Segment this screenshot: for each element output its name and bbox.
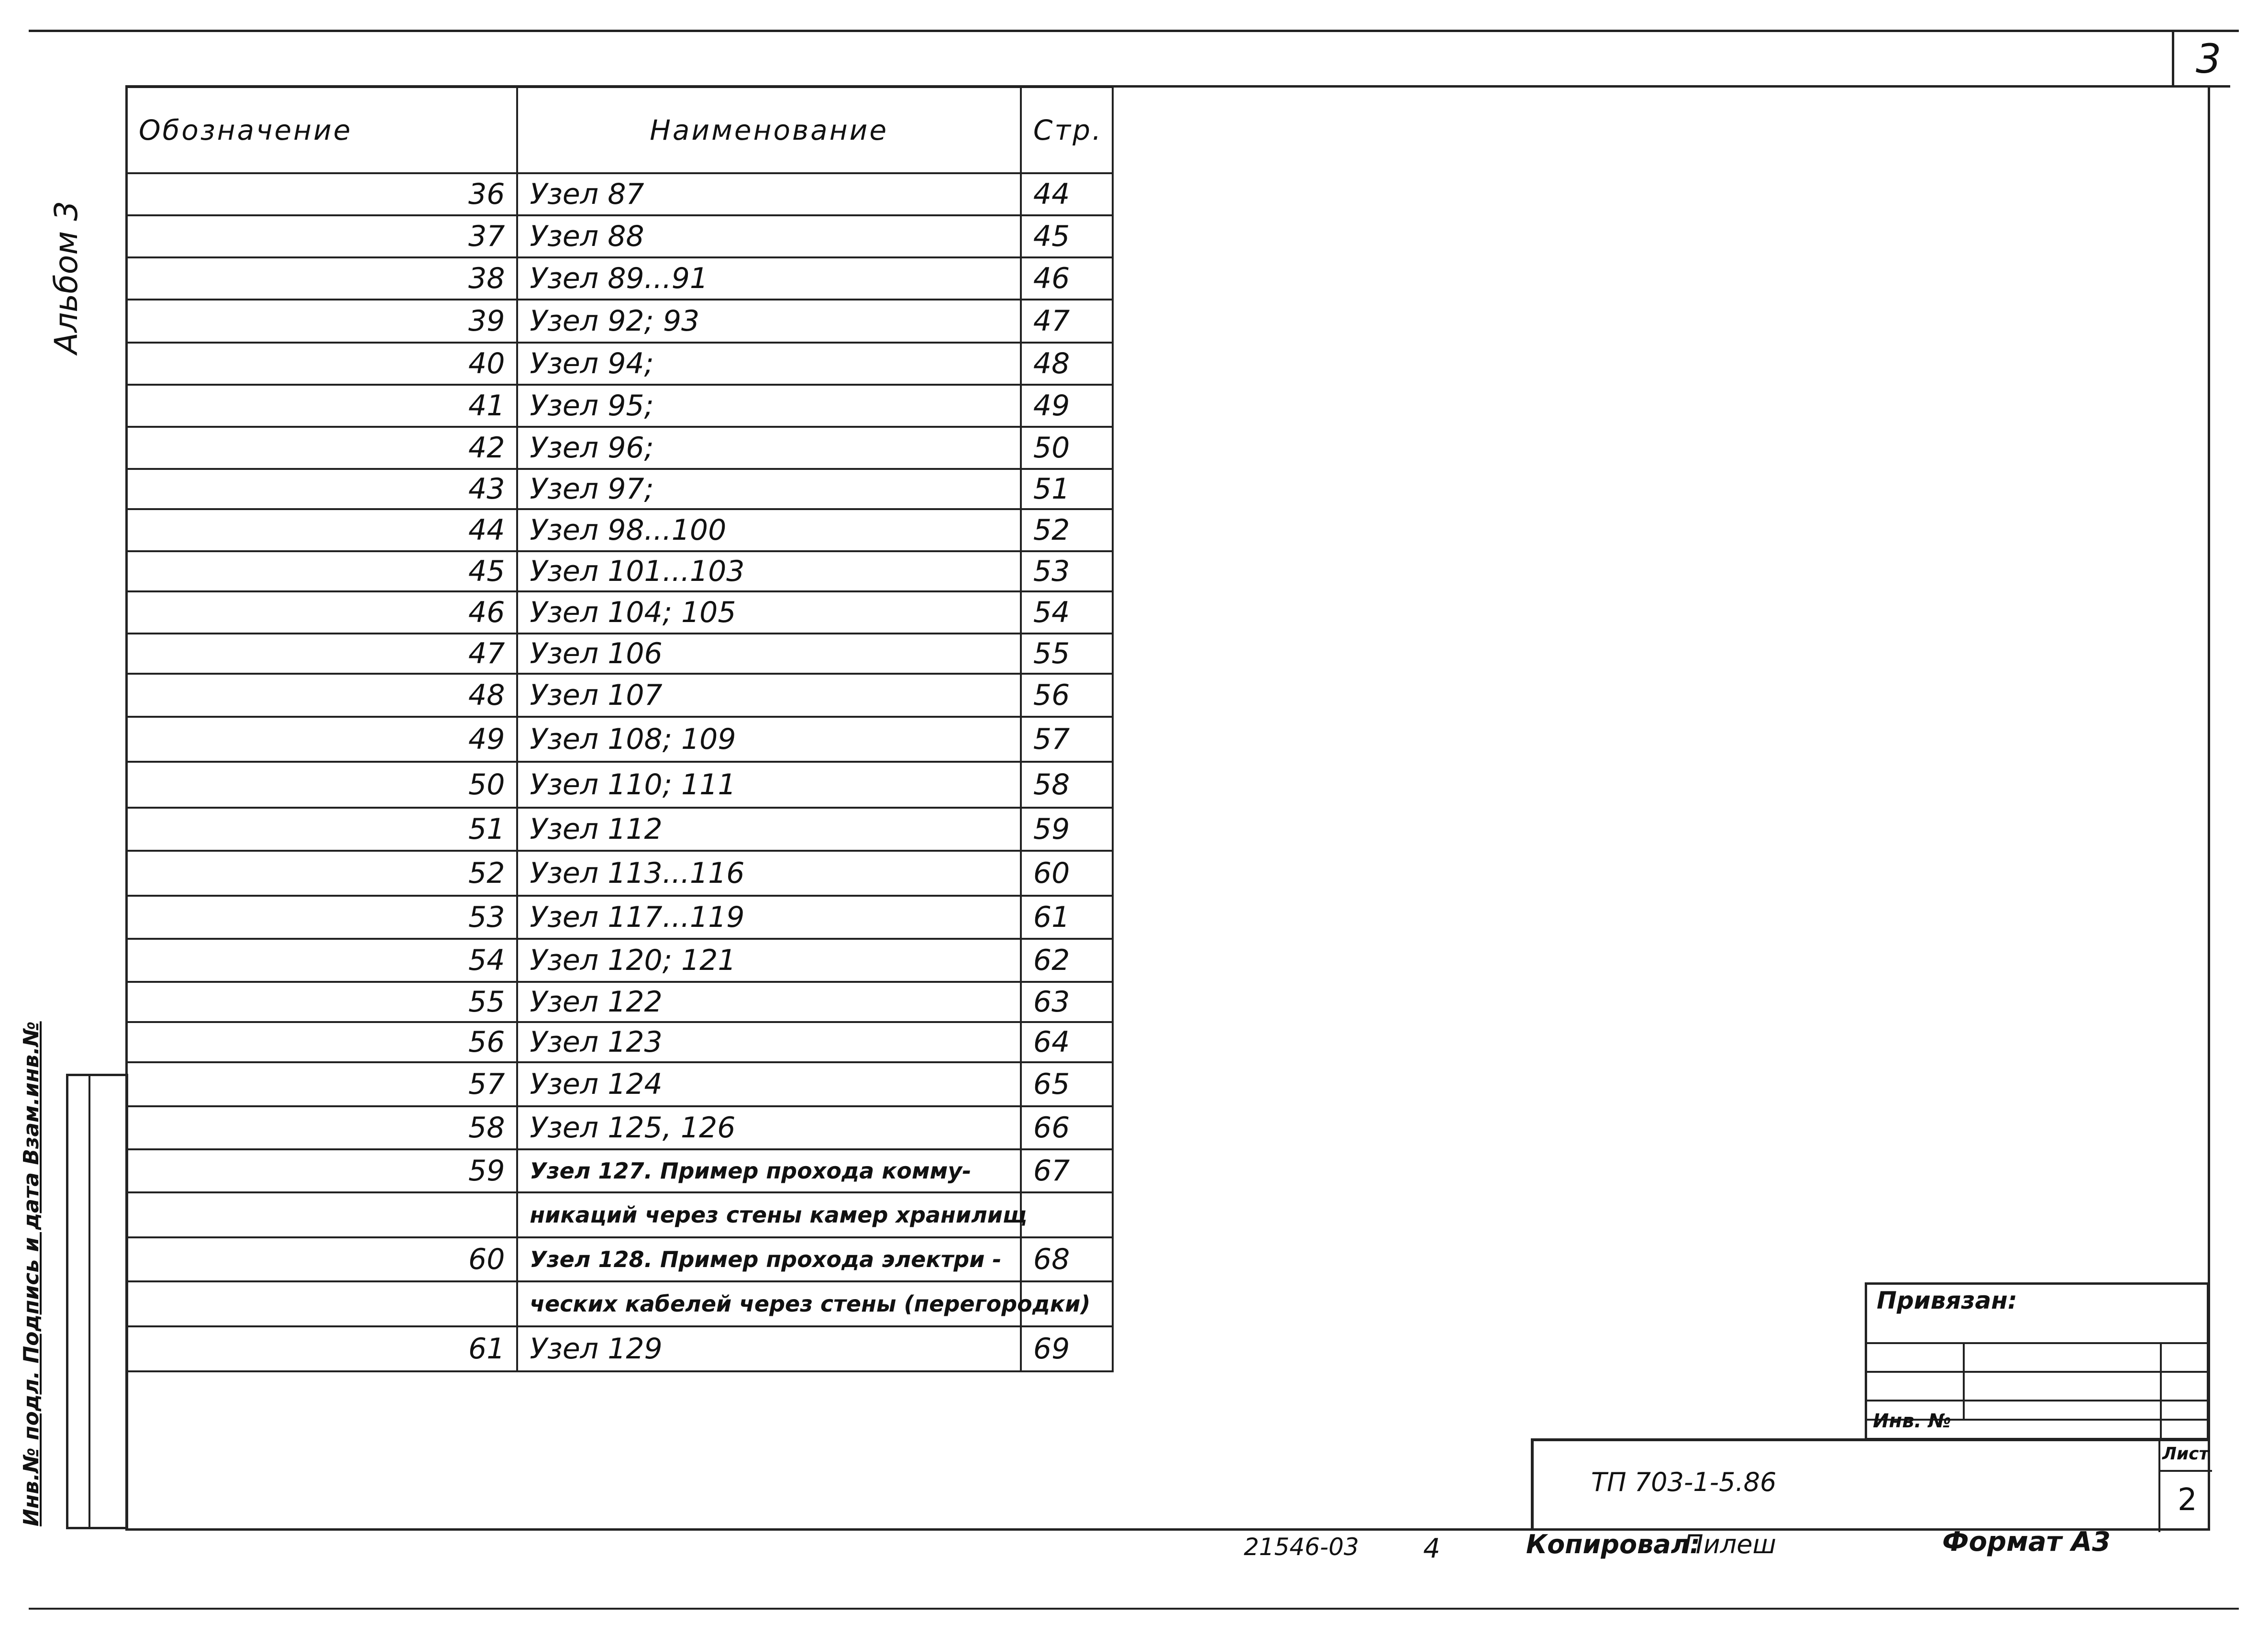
cell-name: Узел 128. Пример прохода электри - [517, 1237, 1021, 1281]
table-row [126, 1192, 1113, 1237]
sheet-corner-number: 3 [2196, 35, 2222, 82]
table-row [126, 1062, 1113, 1106]
table-row [126, 851, 1113, 896]
table-row [126, 173, 1113, 215]
cell-code: 48 [126, 674, 517, 717]
cell-name: Узел 107 [517, 674, 1021, 717]
cell-name: Узел 106 [517, 634, 1021, 674]
cell-page: 65 [1021, 1062, 1113, 1106]
table-header-row [126, 87, 1113, 173]
sheet-cell-mid-line [2158, 1470, 2212, 1472]
table-row [126, 1237, 1113, 1281]
cell-page: 46 [1021, 257, 1113, 300]
cell-name: Узел 94; [517, 343, 1021, 385]
cell-code: 51 [126, 808, 517, 851]
cell-name: Узел 129 [517, 1326, 1021, 1371]
privyazan-line-1 [1867, 1342, 2209, 1344]
cell-page [1021, 1192, 1113, 1237]
order-number: 21546-03 [1244, 1533, 1359, 1561]
cell-page: 51 [1021, 469, 1113, 509]
copied-by-label: Копировал: [1526, 1529, 1700, 1559]
cell-name: Узел 96; [517, 427, 1021, 469]
cell-name: Узел 120; 121 [517, 939, 1021, 982]
cell-name: Узел 127. Пример прохода комму- [517, 1149, 1021, 1192]
table-row [126, 939, 1113, 982]
cell-code: 47 [126, 634, 517, 674]
copied-by-signature: Пилеш [1684, 1529, 1776, 1559]
table-row [126, 674, 1113, 717]
table-row [126, 469, 1113, 509]
table-row [126, 634, 1113, 674]
privyazan-vline-2 [2160, 1342, 2162, 1440]
cell-code: 43 [126, 469, 517, 509]
cell-name: Узел 108; 109 [517, 717, 1021, 762]
cell-name: ческих кабелей через стены (перегородки) [517, 1281, 1021, 1326]
cell-name: Узел 104; 105 [517, 591, 1021, 634]
inv-label: Инв. № [1873, 1410, 1951, 1432]
cell-code: 38 [126, 257, 517, 300]
cell-name: Узел 92; 93 [517, 300, 1021, 343]
cell-name: Узел 112 [517, 808, 1021, 851]
cell-page: 68 [1021, 1237, 1113, 1281]
table-body [126, 173, 1113, 1371]
table-row [126, 1106, 1113, 1149]
document-designation: ТП 703-1-5.86 [1591, 1467, 1777, 1497]
table-row [126, 762, 1113, 808]
privyazan-vline-1 [1963, 1342, 1965, 1419]
cell-name: Узел 122 [517, 982, 1021, 1022]
cell-code: 45 [126, 551, 517, 591]
cell-page: 67 [1021, 1149, 1113, 1192]
left-stamp-box [66, 1074, 128, 1529]
cell-name: Узел 117...119 [517, 896, 1021, 939]
cell-code [126, 1281, 517, 1326]
table-row [126, 896, 1113, 939]
cell-name: Узел 123 [517, 1022, 1021, 1062]
cell-name: Узел 89...91 [517, 257, 1021, 300]
corner-box-left-line [2172, 30, 2174, 86]
cell-name: Узел 98...100 [517, 509, 1021, 551]
cell-page: 48 [1021, 343, 1113, 385]
table-row [126, 215, 1113, 257]
cell-page: 54 [1021, 591, 1113, 634]
top-border-line [29, 30, 2239, 32]
format-label: Формат А3 [1942, 1526, 2111, 1557]
cell-page: 49 [1021, 385, 1113, 427]
cell-code: 41 [126, 385, 517, 427]
cell-name: никаций через стены камер хранилищ [517, 1192, 1021, 1237]
cell-code: 52 [126, 851, 517, 896]
cell-code: 44 [126, 509, 517, 551]
cell-page: 56 [1021, 674, 1113, 717]
sheet-number: 2 [2178, 1482, 2197, 1518]
table-row [126, 509, 1113, 551]
cell-name: Узел 113...116 [517, 851, 1021, 896]
cell-code: 54 [126, 939, 517, 982]
table-row [126, 427, 1113, 469]
cell-name: Узел 88 [517, 215, 1021, 257]
table-row [126, 257, 1113, 300]
cell-name: Узел 124 [517, 1062, 1021, 1106]
table-row [126, 808, 1113, 851]
cell-page: 58 [1021, 762, 1113, 808]
cell-code: 46 [126, 591, 517, 634]
table-row [126, 1326, 1113, 1371]
cell-page: 66 [1021, 1106, 1113, 1149]
cell-page: 47 [1021, 300, 1113, 343]
left-stamp-divider [89, 1076, 90, 1527]
cell-code: 59 [126, 1149, 517, 1192]
header-code: Обозначение [126, 87, 517, 173]
privyazan-line-3 [1867, 1400, 2209, 1401]
cell-name: Узел 87 [517, 173, 1021, 215]
cell-code: 40 [126, 343, 517, 385]
cell-code: 42 [126, 427, 517, 469]
cell-page: 62 [1021, 939, 1113, 982]
cell-page: 50 [1021, 427, 1113, 469]
privyazan-box [1865, 1282, 2209, 1440]
cell-page: 64 [1021, 1022, 1113, 1062]
cell-page: 69 [1021, 1326, 1113, 1371]
cell-page: 44 [1021, 173, 1113, 215]
cell-code: 58 [126, 1106, 517, 1149]
cell-code: 61 [126, 1326, 517, 1371]
table-row [126, 591, 1113, 634]
cell-page: 61 [1021, 896, 1113, 939]
cell-page: 59 [1021, 808, 1113, 851]
table-row [126, 343, 1113, 385]
cell-name: Узел 95; [517, 385, 1021, 427]
cell-page: 53 [1021, 551, 1113, 591]
sheet-label: Лист [2162, 1444, 2209, 1464]
cell-page: 52 [1021, 509, 1113, 551]
cell-page: 60 [1021, 851, 1113, 896]
copy-number: 4 [1423, 1533, 1440, 1564]
cell-name: Узел 110; 111 [517, 762, 1021, 808]
cell-code: 49 [126, 717, 517, 762]
cell-page: 57 [1021, 717, 1113, 762]
table-row [126, 1022, 1113, 1062]
cell-code: 50 [126, 762, 517, 808]
cell-code: 56 [126, 1022, 517, 1062]
cell-code: 57 [126, 1062, 517, 1106]
table-row [126, 982, 1113, 1022]
table-row [126, 385, 1113, 427]
cell-name: Узел 125, 126 [517, 1106, 1021, 1149]
table-row [126, 717, 1113, 762]
table-row [126, 1281, 1113, 1326]
cell-name: Узел 101...103 [517, 551, 1021, 591]
left-stamp-text: Инв.№ подл. Подпись и дата Взам.инв.№ [19, 1021, 44, 1526]
table-row [126, 551, 1113, 591]
title-block [1531, 1438, 2209, 1529]
header-page: Стр. [1021, 87, 1113, 173]
cell-name: Узел 97; [517, 469, 1021, 509]
cell-code [126, 1192, 517, 1237]
table-row [126, 1149, 1113, 1192]
cell-code: 37 [126, 215, 517, 257]
cell-code: 36 [126, 173, 517, 215]
sheet-bottom-line [29, 1608, 2239, 1610]
privyazan-label: Привязан: [1877, 1287, 2017, 1314]
sheet-cell-left-line [2158, 1441, 2160, 1532]
contents-table [125, 86, 1114, 1372]
album-label: Альбом 3 [48, 200, 85, 354]
cell-page: 63 [1021, 982, 1113, 1022]
cell-page: 45 [1021, 215, 1113, 257]
cell-code: 55 [126, 982, 517, 1022]
table-row [126, 300, 1113, 343]
cell-code: 39 [126, 300, 517, 343]
privyazan-line-2 [1867, 1371, 2209, 1373]
cell-code: 60 [126, 1237, 517, 1281]
cell-code: 53 [126, 896, 517, 939]
cell-page: 55 [1021, 634, 1113, 674]
header-name: Наименование [517, 87, 1021, 173]
